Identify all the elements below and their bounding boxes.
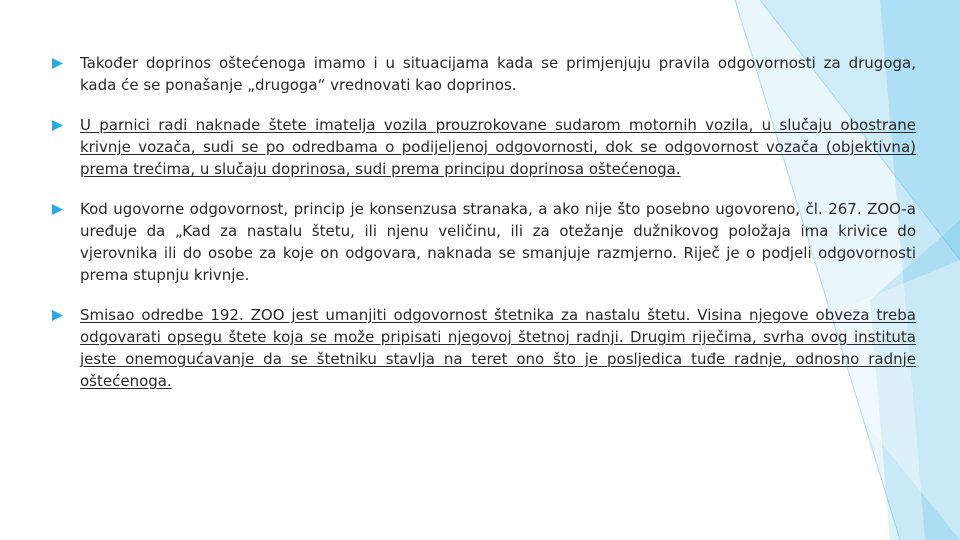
list-item: [52, 114, 916, 180]
arrow-bullet-icon: [52, 204, 63, 215]
arrow-bullet-icon: [52, 120, 63, 131]
arrow-bullet-shape: [52, 310, 63, 321]
list-item: [52, 52, 916, 96]
arrow-bullet-icon: [52, 310, 63, 321]
bullet-text: Smisao odredbe 192. ZOO jest umanjiti odgovornost štetnika za nastalu štetu. Visina njegove obveza treba odgovarati opsegu štete koja se može pripisati njegovoj štetnoj radnji. Drugim riječima, svrha ovog instituta jeste onemogućavanje da se štetniku stavlja na teret ono što je posljedica tuđe radnje, odnosno radnje oštećenoga.: [80, 306, 916, 390]
bullet-text: Također doprinos oštećenoga imamo i u situacijama kada se primjenjuju pravila odgovornosti za drugoga, kada će se ponašanje „drugoga“ vrednovati kao doprinos.: [80, 54, 916, 94]
list-item: [52, 304, 916, 392]
list-item: [52, 198, 916, 286]
bullet-list: [52, 52, 916, 410]
arrow-bullet-shape: [52, 204, 63, 215]
arrow-bullet-shape: [52, 120, 63, 131]
bullet-text: U parnici radi naknade štete imatelja vozila prouzrokovane sudarom motornih vozila, u slučaju obostrane krivnje vozača, sudi se po odredbama o podijeljenoj odgovornosti, dok se odgovornost vozača (objektivna) prema trećima, u slučaju doprinosa, sudi prema principu doprinosa oštećenoga.: [80, 116, 916, 178]
arrow-bullet-shape: [52, 58, 63, 69]
bullet-text: Kod ugovorne odgovornost, princip je konsenzusa stranaka, a ako nije što posebno ugovoreno, čl. 267. ZOO-a uređuje da „Kad za nastalu štetu, ili njenu veličinu, ili za otežanje dužnikovog položaja ima krivice do vjerovnika ili do osobe za koje on odgovara, naknada se smanjuje razmjerno. Riječ je o podjeli odgovornosti prema stupnju krivnje.: [80, 200, 916, 284]
arrow-bullet-icon: [52, 58, 63, 69]
